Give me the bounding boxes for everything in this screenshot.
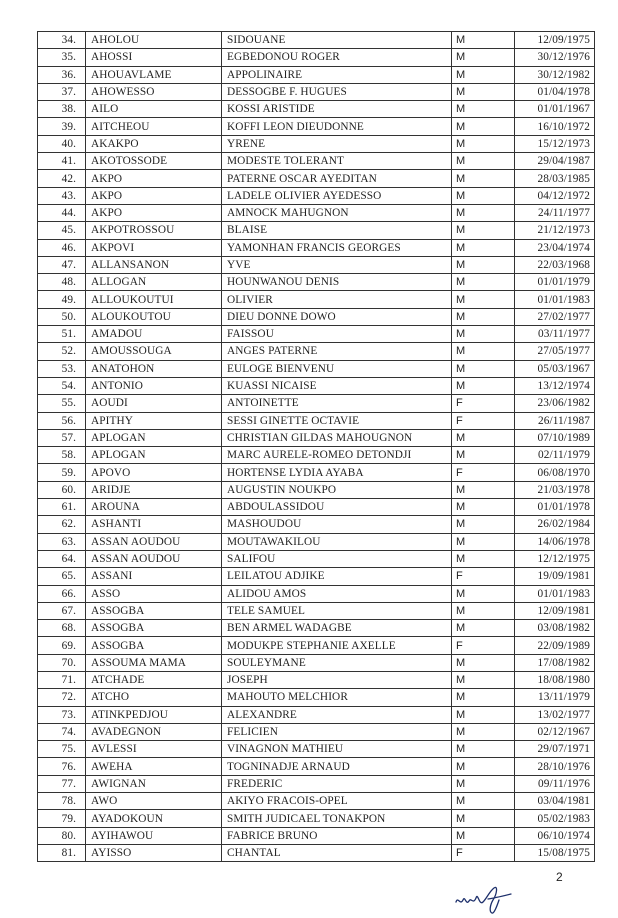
- date-of-birth-cell: 02/12/1967: [515, 723, 595, 740]
- last-name-cell: ALLOUKOUTUI: [86, 291, 222, 308]
- last-name-cell: AKPO: [86, 170, 222, 187]
- row-number-cell: 40.: [38, 135, 86, 152]
- sex-cell: M: [452, 723, 515, 740]
- table-row: [38, 256, 595, 273]
- table-row: [38, 170, 595, 187]
- first-names-cell: APPOLINAIRE: [222, 66, 452, 83]
- sex-cell: M: [452, 671, 515, 688]
- first-names-cell: KOSSI ARISTIDE: [222, 101, 452, 118]
- sex-cell: M: [452, 83, 515, 100]
- sex-cell: M: [452, 32, 515, 49]
- sex-cell: M: [452, 239, 515, 256]
- date-of-birth-cell: 23/04/1974: [515, 239, 595, 256]
- table-row: [38, 671, 595, 688]
- last-name-cell: AWEHA: [86, 758, 222, 775]
- table-row: [38, 533, 595, 550]
- table-row: [38, 723, 595, 740]
- date-of-birth-cell: 07/10/1989: [515, 429, 595, 446]
- date-of-birth-cell: 29/07/1971: [515, 741, 595, 758]
- date-of-birth-cell: 30/12/1982: [515, 66, 595, 83]
- last-name-cell: ALLANSANON: [86, 256, 222, 273]
- date-of-birth-cell: 01/01/1967: [515, 101, 595, 118]
- table-row: [38, 83, 595, 100]
- sex-cell: M: [452, 360, 515, 377]
- date-of-birth-cell: 13/11/1979: [515, 689, 595, 706]
- last-name-cell: AMOUSSOUGA: [86, 343, 222, 360]
- date-of-birth-cell: 03/11/1977: [515, 326, 595, 343]
- date-of-birth-cell: 01/01/1978: [515, 499, 595, 516]
- row-number-cell: 65.: [38, 568, 86, 585]
- sex-cell: M: [452, 775, 515, 792]
- sex-cell: M: [452, 741, 515, 758]
- first-names-cell: FELICIEN: [222, 723, 452, 740]
- sex-cell: M: [452, 101, 515, 118]
- first-names-cell: JOSEPH: [222, 671, 452, 688]
- date-of-birth-cell: 03/04/1981: [515, 793, 595, 810]
- sex-cell: M: [452, 274, 515, 291]
- first-names-cell: LEILATOU ADJIKE: [222, 568, 452, 585]
- first-names-cell: OLIVIER: [222, 291, 452, 308]
- first-names-cell: AKIYO FRACOIS-OPEL: [222, 793, 452, 810]
- first-names-cell: KUASSI NICAISE: [222, 377, 452, 394]
- row-number-cell: 63.: [38, 533, 86, 550]
- date-of-birth-cell: 22/03/1968: [515, 256, 595, 273]
- row-number-cell: 79.: [38, 810, 86, 827]
- row-number-cell: 54.: [38, 377, 86, 394]
- row-number-cell: 46.: [38, 239, 86, 256]
- table-row: [38, 187, 595, 204]
- roster-table-body: [38, 32, 595, 862]
- row-number-cell: 34.: [38, 32, 86, 49]
- date-of-birth-cell: 12/09/1981: [515, 602, 595, 619]
- last-name-cell: AYADOKOUN: [86, 810, 222, 827]
- last-name-cell: ANATOHON: [86, 360, 222, 377]
- date-of-birth-cell: 23/06/1982: [515, 395, 595, 412]
- date-of-birth-cell: 01/01/1983: [515, 585, 595, 602]
- row-number-cell: 71.: [38, 671, 86, 688]
- row-number-cell: 47.: [38, 256, 86, 273]
- first-names-cell: BEN ARMEL WADAGBE: [222, 620, 452, 637]
- last-name-cell: APLOGAN: [86, 429, 222, 446]
- date-of-birth-cell: 06/08/1970: [515, 464, 595, 481]
- date-of-birth-cell: 13/12/1974: [515, 377, 595, 394]
- last-name-cell: ASSOGBA: [86, 637, 222, 654]
- sex-cell: M: [452, 793, 515, 810]
- first-names-cell: EGBEDONOU ROGER: [222, 49, 452, 66]
- date-of-birth-cell: 18/08/1980: [515, 671, 595, 688]
- first-names-cell: YRENE: [222, 135, 452, 152]
- date-of-birth-cell: 26/11/1987: [515, 412, 595, 429]
- first-names-cell: CHRISTIAN GILDAS MAHOUGNON: [222, 429, 452, 446]
- table-row: [38, 239, 595, 256]
- table-row: [38, 706, 595, 723]
- last-name-cell: ATCHO: [86, 689, 222, 706]
- table-row: [38, 637, 595, 654]
- last-name-cell: ASSAN AOUDOU: [86, 550, 222, 567]
- row-number-cell: 41.: [38, 153, 86, 170]
- date-of-birth-cell: 17/08/1982: [515, 654, 595, 671]
- row-number-cell: 68.: [38, 620, 86, 637]
- table-row: [38, 827, 595, 844]
- handwritten-initials: [453, 882, 519, 916]
- date-of-birth-cell: 14/06/1978: [515, 533, 595, 550]
- sex-cell: F: [452, 464, 515, 481]
- date-of-birth-cell: 02/11/1979: [515, 447, 595, 464]
- sex-cell: M: [452, 533, 515, 550]
- last-name-cell: ALLOGAN: [86, 274, 222, 291]
- date-of-birth-cell: 21/03/1978: [515, 481, 595, 498]
- first-names-cell: FAISSOU: [222, 326, 452, 343]
- row-number-cell: 42.: [38, 170, 86, 187]
- date-of-birth-cell: 05/03/1967: [515, 360, 595, 377]
- sex-cell: F: [452, 395, 515, 412]
- table-row: [38, 135, 595, 152]
- first-names-cell: LADELE OLIVIER AYEDESSO: [222, 187, 452, 204]
- date-of-birth-cell: 12/09/1975: [515, 32, 595, 49]
- date-of-birth-cell: 01/01/1983: [515, 291, 595, 308]
- table-row: [38, 326, 595, 343]
- first-names-cell: TOGNINADJE ARNAUD: [222, 758, 452, 775]
- table-row: [38, 291, 595, 308]
- first-names-cell: ALEXANDRE: [222, 706, 452, 723]
- roster-table: [37, 31, 595, 862]
- date-of-birth-cell: 12/12/1975: [515, 550, 595, 567]
- table-row: [38, 758, 595, 775]
- table-row: [38, 741, 595, 758]
- first-names-cell: MOUTAWAKILOU: [222, 533, 452, 550]
- sex-cell: F: [452, 568, 515, 585]
- row-number-cell: 69.: [38, 637, 86, 654]
- sex-cell: M: [452, 550, 515, 567]
- date-of-birth-cell: 01/04/1978: [515, 83, 595, 100]
- table-row: [38, 274, 595, 291]
- table-row: [38, 793, 595, 810]
- table-row: [38, 204, 595, 221]
- table-row: [38, 429, 595, 446]
- first-names-cell: VINAGNON MATHIEU: [222, 741, 452, 758]
- row-number-cell: 51.: [38, 326, 86, 343]
- row-number-cell: 70.: [38, 654, 86, 671]
- first-names-cell: AUGUSTIN NOUKPO: [222, 481, 452, 498]
- date-of-birth-cell: 24/11/1977: [515, 204, 595, 221]
- date-of-birth-cell: 09/11/1976: [515, 775, 595, 792]
- last-name-cell: ATINKPEDJOU: [86, 706, 222, 723]
- last-name-cell: AKPO: [86, 204, 222, 221]
- first-names-cell: BLAISE: [222, 222, 452, 239]
- sex-cell: M: [452, 153, 515, 170]
- last-name-cell: AMADOU: [86, 326, 222, 343]
- table-row: [38, 66, 595, 83]
- date-of-birth-cell: 21/12/1973: [515, 222, 595, 239]
- last-name-cell: AYISSO: [86, 844, 222, 861]
- last-name-cell: ALOUKOUTOU: [86, 308, 222, 325]
- first-names-cell: SOULEYMANE: [222, 654, 452, 671]
- row-number-cell: 38.: [38, 101, 86, 118]
- row-number-cell: 53.: [38, 360, 86, 377]
- last-name-cell: AKPOTROSSOU: [86, 222, 222, 239]
- sex-cell: M: [452, 429, 515, 446]
- sex-cell: M: [452, 481, 515, 498]
- table-row: [38, 775, 595, 792]
- table-row: [38, 32, 595, 49]
- sex-cell: M: [452, 810, 515, 827]
- table-row: [38, 360, 595, 377]
- first-names-cell: PATERNE OSCAR AYEDITAN: [222, 170, 452, 187]
- row-number-cell: 55.: [38, 395, 86, 412]
- first-names-cell: KOFFI LEON DIEUDONNE: [222, 118, 452, 135]
- last-name-cell: APITHY: [86, 412, 222, 429]
- first-names-cell: HOUNWANOU DENIS: [222, 274, 452, 291]
- table-row: [38, 395, 595, 412]
- first-names-cell: SMITH JUDICAEL TONAKPON: [222, 810, 452, 827]
- last-name-cell: AVADEGNON: [86, 723, 222, 740]
- first-names-cell: MARC AURELE-ROMEO DETONDJI: [222, 447, 452, 464]
- sex-cell: M: [452, 654, 515, 671]
- row-number-cell: 72.: [38, 689, 86, 706]
- sex-cell: M: [452, 343, 515, 360]
- first-names-cell: YAMONHAN FRANCIS GEORGES: [222, 239, 452, 256]
- date-of-birth-cell: 15/12/1973: [515, 135, 595, 152]
- table-row: [38, 222, 595, 239]
- page-number: 2: [556, 870, 563, 884]
- row-number-cell: 39.: [38, 118, 86, 135]
- row-number-cell: 76.: [38, 758, 86, 775]
- table-row: [38, 464, 595, 481]
- table-row: [38, 153, 595, 170]
- date-of-birth-cell: 13/02/1977: [515, 706, 595, 723]
- row-number-cell: 37.: [38, 83, 86, 100]
- sex-cell: M: [452, 499, 515, 516]
- table-row: [38, 481, 595, 498]
- table-row: [38, 101, 595, 118]
- table-row: [38, 412, 595, 429]
- table-row: [38, 844, 595, 861]
- table-row: [38, 689, 595, 706]
- date-of-birth-cell: 16/10/1972: [515, 118, 595, 135]
- first-names-cell: MODESTE TOLERANT: [222, 153, 452, 170]
- first-names-cell: MODUKPE STEPHANIE AXELLE: [222, 637, 452, 654]
- last-name-cell: ASHANTI: [86, 516, 222, 533]
- table-row: [38, 308, 595, 325]
- table-row: [38, 568, 595, 585]
- last-name-cell: AHOSSI: [86, 49, 222, 66]
- date-of-birth-cell: 29/04/1987: [515, 153, 595, 170]
- table-row: [38, 602, 595, 619]
- row-number-cell: 35.: [38, 49, 86, 66]
- sex-cell: F: [452, 412, 515, 429]
- sex-cell: M: [452, 447, 515, 464]
- row-number-cell: 49.: [38, 291, 86, 308]
- date-of-birth-cell: 03/08/1982: [515, 620, 595, 637]
- sex-cell: M: [452, 377, 515, 394]
- row-number-cell: 80.: [38, 827, 86, 844]
- last-name-cell: AVLESSI: [86, 741, 222, 758]
- row-number-cell: 67.: [38, 602, 86, 619]
- last-name-cell: AWO: [86, 793, 222, 810]
- table-row: [38, 585, 595, 602]
- date-of-birth-cell: 26/02/1984: [515, 516, 595, 533]
- first-names-cell: SIDOUANE: [222, 32, 452, 49]
- sex-cell: M: [452, 706, 515, 723]
- row-number-cell: 57.: [38, 429, 86, 446]
- last-name-cell: AKOTOSSODE: [86, 153, 222, 170]
- sex-cell: M: [452, 170, 515, 187]
- row-number-cell: 45.: [38, 222, 86, 239]
- last-name-cell: ASSOGBA: [86, 602, 222, 619]
- table-row: [38, 620, 595, 637]
- row-number-cell: 60.: [38, 481, 86, 498]
- last-name-cell: AROUNA: [86, 499, 222, 516]
- first-names-cell: CHANTAL: [222, 844, 452, 861]
- last-name-cell: ASSO: [86, 585, 222, 602]
- sex-cell: M: [452, 689, 515, 706]
- sex-cell: M: [452, 620, 515, 637]
- last-name-cell: ANTONIO: [86, 377, 222, 394]
- last-name-cell: AHOWESSO: [86, 83, 222, 100]
- last-name-cell: AITCHEOU: [86, 118, 222, 135]
- table-row: [38, 343, 595, 360]
- sex-cell: M: [452, 308, 515, 325]
- sex-cell: M: [452, 326, 515, 343]
- last-name-cell: AHOLOU: [86, 32, 222, 49]
- last-name-cell: APLOGAN: [86, 447, 222, 464]
- row-number-cell: 44.: [38, 204, 86, 221]
- first-names-cell: MASHOUDOU: [222, 516, 452, 533]
- row-number-cell: 58.: [38, 447, 86, 464]
- first-names-cell: FABRICE BRUNO: [222, 827, 452, 844]
- last-name-cell: APOVO: [86, 464, 222, 481]
- first-names-cell: ANGES PATERNE: [222, 343, 452, 360]
- last-name-cell: AKPO: [86, 187, 222, 204]
- sex-cell: M: [452, 66, 515, 83]
- date-of-birth-cell: 28/03/1985: [515, 170, 595, 187]
- sex-cell: F: [452, 844, 515, 861]
- date-of-birth-cell: 30/12/1976: [515, 49, 595, 66]
- sex-cell: M: [452, 222, 515, 239]
- date-of-birth-cell: 19/09/1981: [515, 568, 595, 585]
- first-names-cell: MAHOUTO MELCHIOR: [222, 689, 452, 706]
- sex-cell: M: [452, 204, 515, 221]
- table-row: [38, 447, 595, 464]
- table-row: [38, 654, 595, 671]
- date-of-birth-cell: 27/02/1977: [515, 308, 595, 325]
- sex-cell: M: [452, 49, 515, 66]
- first-names-cell: DIEU DONNE DOWO: [222, 308, 452, 325]
- last-name-cell: AILO: [86, 101, 222, 118]
- row-number-cell: 52.: [38, 343, 86, 360]
- first-names-cell: SALIFOU: [222, 550, 452, 567]
- row-number-cell: 73.: [38, 706, 86, 723]
- sex-cell: M: [452, 135, 515, 152]
- last-name-cell: ASSAN AOUDOU: [86, 533, 222, 550]
- row-number-cell: 81.: [38, 844, 86, 861]
- row-number-cell: 61.: [38, 499, 86, 516]
- last-name-cell: ASSOGBA: [86, 620, 222, 637]
- first-names-cell: DESSOGBE F. HUGUES: [222, 83, 452, 100]
- last-name-cell: ASSOUMA MAMA: [86, 654, 222, 671]
- last-name-cell: AKPOVI: [86, 239, 222, 256]
- date-of-birth-cell: 05/02/1983: [515, 810, 595, 827]
- date-of-birth-cell: 27/05/1977: [515, 343, 595, 360]
- last-name-cell: AKAKPO: [86, 135, 222, 152]
- sex-cell: M: [452, 602, 515, 619]
- last-name-cell: AYIHAWOU: [86, 827, 222, 844]
- last-name-cell: ASSANI: [86, 568, 222, 585]
- row-number-cell: 78.: [38, 793, 86, 810]
- date-of-birth-cell: 01/01/1979: [515, 274, 595, 291]
- date-of-birth-cell: 04/12/1972: [515, 187, 595, 204]
- date-of-birth-cell: 15/08/1975: [515, 844, 595, 861]
- row-number-cell: 59.: [38, 464, 86, 481]
- table-row: [38, 49, 595, 66]
- sex-cell: M: [452, 256, 515, 273]
- row-number-cell: 43.: [38, 187, 86, 204]
- first-names-cell: AMNOCK MAHUGNON: [222, 204, 452, 221]
- sex-cell: M: [452, 118, 515, 135]
- table-row: [38, 516, 595, 533]
- last-name-cell: ARIDJE: [86, 481, 222, 498]
- first-names-cell: YVE: [222, 256, 452, 273]
- sex-cell: M: [452, 758, 515, 775]
- last-name-cell: AWIGNAN: [86, 775, 222, 792]
- row-number-cell: 74.: [38, 723, 86, 740]
- first-names-cell: TELE SAMUEL: [222, 602, 452, 619]
- first-names-cell: ALIDOU AMOS: [222, 585, 452, 602]
- first-names-cell: SESSI GINETTE OCTAVIE: [222, 412, 452, 429]
- table-row: [38, 499, 595, 516]
- row-number-cell: 36.: [38, 66, 86, 83]
- sex-cell: M: [452, 585, 515, 602]
- row-number-cell: 64.: [38, 550, 86, 567]
- row-number-cell: 50.: [38, 308, 86, 325]
- row-number-cell: 48.: [38, 274, 86, 291]
- last-name-cell: ATCHADE: [86, 671, 222, 688]
- sex-cell: M: [452, 827, 515, 844]
- table-row: [38, 377, 595, 394]
- date-of-birth-cell: 28/10/1976: [515, 758, 595, 775]
- sex-cell: M: [452, 516, 515, 533]
- date-of-birth-cell: 06/10/1974: [515, 827, 595, 844]
- last-name-cell: AOUDI: [86, 395, 222, 412]
- row-number-cell: 75.: [38, 741, 86, 758]
- first-names-cell: EULOGE BIENVENU: [222, 360, 452, 377]
- date-of-birth-cell: 22/09/1989: [515, 637, 595, 654]
- sex-cell: M: [452, 291, 515, 308]
- first-names-cell: FREDERIC: [222, 775, 452, 792]
- row-number-cell: 62.: [38, 516, 86, 533]
- table-row: [38, 810, 595, 827]
- table-row: [38, 550, 595, 567]
- row-number-cell: 77.: [38, 775, 86, 792]
- first-names-cell: ABDOULASSIDOU: [222, 499, 452, 516]
- last-name-cell: AHOUAVLAME: [86, 66, 222, 83]
- sex-cell: M: [452, 187, 515, 204]
- row-number-cell: 56.: [38, 412, 86, 429]
- first-names-cell: ANTOINETTE: [222, 395, 452, 412]
- sex-cell: F: [452, 637, 515, 654]
- first-names-cell: HORTENSE LYDIA AYABA: [222, 464, 452, 481]
- row-number-cell: 66.: [38, 585, 86, 602]
- table-row: [38, 118, 595, 135]
